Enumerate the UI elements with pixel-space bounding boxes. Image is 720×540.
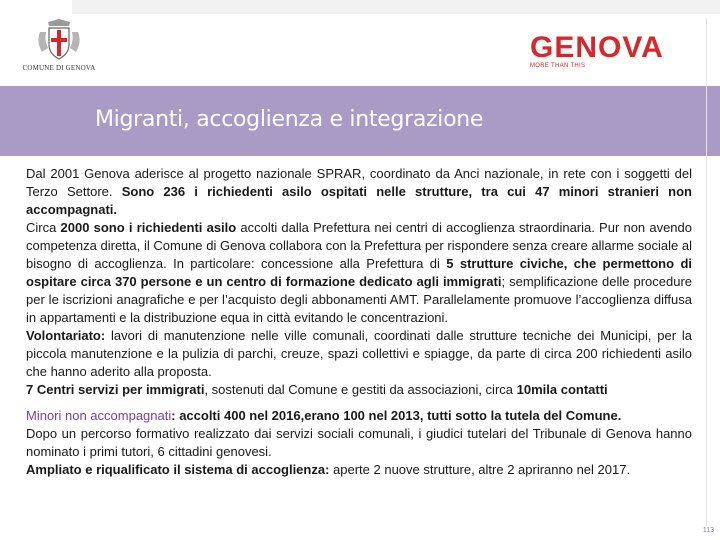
paragraph-minori	[26, 407, 692, 425]
highlight-strutture: 5 strutture civiche, che permettono di ospitare circa 370 persone e un centro di formazione dedicato agli immigrati	[26, 256, 692, 289]
highlight-minori: : accolti 400 nel 2016,erano 100 nel 2013, tutti sotto la tutela del Comune.	[171, 408, 622, 423]
genova-wordmark: GENOVA	[530, 31, 664, 64]
text-run: accolti dalla Prefettura nei centri di accoglienza straordinaria. Pur non avendo competenza diretta, il Comune di Genova collabora con la Prefettura per rispondere senza creare allarme sociale al bisogno di accoglienza. In particolare: concessione alla Prefettura di	[26, 220, 692, 271]
text-run: Dal 2001 Genova aderisce al progetto nazionale SPRAR, coordinato da Anci nazionale, in rete con i soggetti del Terzo Settore.	[26, 166, 692, 199]
logo-caption: COMUNE DI GENOVA	[22, 64, 96, 72]
label-volontariato: Volontariato:	[26, 328, 106, 343]
genova-brand-logo	[530, 31, 705, 70]
body-text	[26, 165, 692, 479]
label-minori: Minori non accompagnati	[26, 408, 172, 423]
text-run: lavori di manutenzione nelle ville comunali, coordinati dalle strutture tecniche dei Municipi, per la piccola manutenzione e la pulizia di parchi, creuze, spazi collettivi e spiagge, da parte di circa 200 richiedenti asilo che hanno aderito alla proposta.	[26, 328, 692, 379]
text-run: Dopo un percorso formativo realizzato dai servizi sociali comunali, i giudici tutelari del Tribunale di Genova hanno nominato i primi tutori, 6 cittadini genovesi.	[26, 426, 692, 459]
text-run: aperte 2 nuove strutture, altre 2 apriranno nel 2017.	[329, 462, 631, 477]
highlight-sprar: Sono 236 i richiedenti asilo ospitati nelle strutture, tra cui 47 minori stranieri non accompagnati.	[26, 184, 692, 217]
text-run: ; semplificazione delle procedure per le iscrizioni anagrafiche e per l’acquisto degli abbonamenti AMT. Parallelamente promuove l’accoglienza diffusa in appartamenti e la distribuzione equa in città evitando le concentrazioni.	[26, 274, 693, 325]
page-number: 113	[702, 527, 714, 534]
right-divider	[706, 18, 707, 526]
paragraph-centri-servizi	[26, 381, 692, 399]
paragraph-tutori	[26, 425, 692, 461]
top-strip	[72, 0, 720, 14]
highlight-centri: 7 Centri servizi per immigrati	[26, 382, 205, 397]
paragraph-prefettura	[26, 219, 692, 327]
paragraph-sprar	[26, 165, 692, 219]
paragraph-sistema	[26, 461, 692, 479]
page-title: Migranti, accoglienza e integrazione	[95, 107, 484, 132]
genova-tagline: MORE THAN THIS	[530, 63, 586, 69]
label-sistema: Ampliato e riqualificato il sistema di accoglienza:	[26, 462, 330, 477]
text-run: , sostenuti dal Comune e gestiti da associazioni, circa	[204, 382, 517, 397]
comune-di-genova-logo	[14, 18, 104, 80]
highlight-richiedenti: 2000 sono i richiedenti asilo	[60, 220, 237, 235]
highlight-contatti: 10mila contatti	[516, 382, 608, 397]
paragraph-gap	[26, 399, 692, 407]
coat-of-arms-icon	[36, 18, 82, 62]
text-run: Circa	[26, 220, 61, 235]
paragraph-volontariato	[26, 327, 692, 381]
